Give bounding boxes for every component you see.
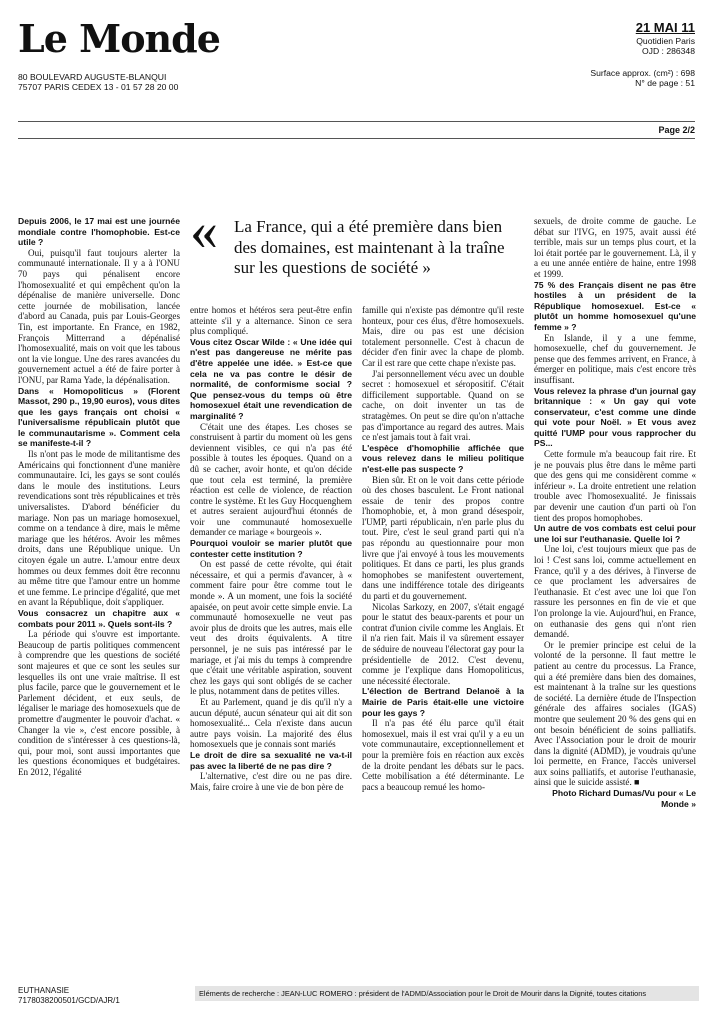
answer-paragraph: famille qui n'existe pas démontre qu'il reste honteux, pour ces élus, d'être homosexuels. Mais, dire ou pas est une décision totalement personnelle. C'est à chacun de décider d'en finir avec la chape de plomb. Car il est rare que cette chape n'existe pas. xyxy=(362,305,524,368)
masthead-logo: Le Monde xyxy=(18,16,220,61)
interview-question: Vous consacrez un chapitre aux « combats pour 2011 ». Quels sont-ils ? xyxy=(18,607,180,629)
answer-paragraph: Ils n'ont pas le mode de militantisme des Américains qui fonctionnent d'une manière communautaire. Ici, les gays se sont coulés dans le moule des institutions. Leurs revendications sont très républicaines et très universalistes. D'abord bénéficier du mariage. Non pas un mariage homosexuel, comme on a tendance à dire, mais le même mariage que les hétéros. Avoir les mêmes droits, dans une République unique. Un citoyen égale un autre. L'amour entre deux hommes ou deux femmes doit être reconnu au même titre que l'amour entre un homme et une femme. Le principe d'égalité, que met en avant la République, doit s'appliquer. xyxy=(18,449,180,608)
article-column-4 xyxy=(534,216,696,981)
interview-question: Vous relevez la phrase d'un journal gay britannique : « Un gay qui vote conservateur, c'est comme une dinde qui vote pour Noël. » Et vous avez quitté l'UMP pour vous rapprocher du PS... xyxy=(534,385,696,449)
answer-paragraph: entre homos et hétéros sera peut-être enfin atteinte s'il y a alternance. Sinon ce sera plus compliqué. xyxy=(190,305,352,337)
article-column-3 xyxy=(362,305,524,981)
page-label: Page 2/2 xyxy=(658,125,695,135)
answer-paragraph: Cette formule m'a beaucoup fait rire. Et je ne pouvais plus être dans le même parti que des gens qui me considèrent comme « inférieur ». La droite entretient une relation trouble avec l'homosexualité. Je finissais par devenir une caution d'un parti où l'on tient des propos homophobes. xyxy=(534,449,696,523)
quote-mark-icon: « xyxy=(190,200,218,262)
page-number: N° de page : 51 xyxy=(635,78,695,88)
article-column-1 xyxy=(18,216,180,981)
answer-paragraph: L'alternative, c'est dire ou ne pas dire. Mais, faire croire à une vie de bon père de xyxy=(190,771,352,792)
pull-quote-text: La France, qui a été première dans bien des domaines, est maintenant à la traîne sur les questions de société » xyxy=(234,217,505,277)
surface: Surface approx. (cm²) : 698 xyxy=(590,68,695,78)
interview-question: L'élection de Bertrand Delanoë à la Mairie de Paris était-elle une victoire pour les gays ? xyxy=(362,686,524,718)
publication-date: 21 MAI 11 xyxy=(635,20,695,35)
frequency: Quotidien Paris xyxy=(636,36,695,46)
reference-code: 7178038200501/GCD/AJR/1 xyxy=(18,995,120,1005)
clipping-meta xyxy=(590,68,695,88)
interview-question: Vous citez Oscar Wilde : « Une idée qui n'est pas dangereuse ne mérite pas d'être appelée une idée. » Est-ce que cela ne va pas contre le désir de normalité, de conformisme social ? Que pensez-vous du temps où être homosexuel était une revendication de marginalité ? xyxy=(190,336,352,421)
answer-paragraph: Or le premier principe est celui de la volonté de la personne. Il faut mettre le patient au centre du processus. La France, qui a été première dans bien des domaines, est maintenant à la traîne sur les questions de société. La dernière étude de l'Inspection générale des affaires sociales (IGAS) montre que seulement 20 % des gens qui en ont besoin bénéficient de soins palliatifs. Avec l'Association pour le droit de mourir dans la dignité (ADMD), je voudrais qu'une loi permette, en France, l'accès universel aux soins palliatifs, et autorise l'euthanasie, ainsi que le suicide assisté. ■ xyxy=(534,639,696,788)
photo-credit: Photo Richard Dumas/Vu pour « Le Monde » xyxy=(552,788,696,809)
article-column-2 xyxy=(190,305,352,981)
ojd: OJD : 286348 xyxy=(641,46,695,56)
answer-paragraph: C'était une des étapes. Les choses se construisent à partir du moment où les gens deviennent visibles, ce qui n'a pas été possible à toutes les époques. Quand on a dû se cacher, avoir honte, et qu'on décide que tout cela est terminé, la première réaction est celle de violence, de réaction contre le système. Et les Guy Hocquenghem et autres seraient aujourd'hui étonnés de voir une communauté homosexuelle demander ce mariage « bourgeois ». xyxy=(190,421,352,538)
search-elements: Eléments de recherche : JEAN-LUC ROMERO : président de l'ADMD/Association pour le Droit de Mourir dans la Dignité, toutes citations xyxy=(195,986,699,1001)
answer-paragraph: Bien sûr. Et on le voit dans cette période où des choses basculent. Le Front national essaie de tenir des propos contre l'homophobie, et, à mon grand désespoir, l'UMP, parti républicain, n'en parle plus du tout. Pire, c'est le seul grand parti qui n'a pas répondu au questionnaire pour mon livre que j'ai envoyé à tous les mouvements politiques. Et dans ce parti, les plus grands homophobes se manifestent ouvertement, dans une indifférence totale des dirigeants du parti et du gouvernement. xyxy=(362,474,524,602)
address-line: 80 BOULEVARD AUGUSTE-BLANQUI xyxy=(18,72,167,82)
pull-quote xyxy=(190,200,518,305)
answer-paragraph: J'ai personnellement vécu avec un double secret : homosexuel et séropositif. C'était difficilement supportable. Quand on se cache, on doit inventer un tas de stratagèmes. On peut se dire qu'on n'attache pas d'importance au regard des autres. Mais ce n'est jamais tout à fait vrai. xyxy=(362,368,524,443)
answer-paragraph: La période qui s'ouvre est importante. Beaucoup de partis politiques commencent à comprendre que les questions de société sont majeures et que ce sont les seules sur lesquelles ils ont une vraie maîtrise. Il est plus facile, parce que le gouvernement et le Parlement décident, et eux seuls, de légaliser le mariage des homosexuels que de promettre d'augmenter le pouvoir d'achat. « Changer la vie », c'est encore possible, à condition de s'intéresser à ces questions-là, qui, pour moi, sont aussi importantes que les questions économiques et budgétaires. En 2012, l'égalité xyxy=(18,629,180,777)
answer-paragraph: Une loi, c'est toujours mieux que pas de loi ! C'est sans loi, comme actuellement en France, qu'il y a des dérives, à l'inverse de ce que proclament les adversaires de l'euthanasie. Et c'est avec une loi que l'on rassure les personnes en fin de vie et que l'on prolonge la vie. Aujourd'hui, en France, on euthanasie des gens qui n'ont rien demandé. xyxy=(534,544,696,640)
rubric: EUTHANASIE xyxy=(18,986,70,995)
interview-question: Pourquoi vouloir se marier plutôt que contester cette institution ? xyxy=(190,538,352,559)
interview-question: 75 % des Français disent ne pas être hostiles à un président de la République homosexuel. Est-ce « plutôt un homme homosexuel qu'une femme » ? xyxy=(534,279,696,332)
footer-reference xyxy=(18,986,120,1005)
answer-paragraph: Nicolas Sarkozy, en 2007, s'était engagé pour le statut des beaux-parents et pour un contrat d'union civile comme les Anglais. Et il n'a rien fait. Mais il va sûrement essayer de séduire de nouveau l'électorat gay pour la présidentielle de 2012. C'est devenu, comme je l'explique dans Homopoliticus, une nécessité électorale. xyxy=(362,601,524,686)
answer-paragraph: On est passé de cette révolte, qui était nécessaire, et qui a permis d'avancer, à « comment faire pour être comme tout le monde ». A un moment, une fois la société apaisée, on peut avoir cette simple envie. La communauté homosexuelle ne veut pas avoir plus de droits que les autres, mais elle veut des droits équivalents. A titre personnel, je ne suis pas intéressé par le mariage, et j'ai mis du temps à comprendre que c'était une véritable aspiration, souvent chez les gays qui sont obligés de se cacher le plus, notamment dans de petites villes. xyxy=(190,559,352,697)
interview-question: Un autre de vos combats est celui pour une loi sur l'euthanasie. Quelle loi ? xyxy=(534,523,696,544)
interview-question: Dans « Homopoliticus » (Florent Massot, 290 p., 19,90 euros), vous dites que les gays français ont choisi « l'universalisme républicain plutôt que le communautarisme ». Comment cela se manifeste-t-il ? xyxy=(18,385,180,449)
answer-paragraph: sexuels, de droite comme de gauche. Le débat sur l'IVG, en 1975, avait aussi été terrible, mais sur un temps plus court, et la loi était portée par le gouvernement. Là, il y a eu une année entière de haine, entre 1998 et 1999. xyxy=(534,216,696,279)
header-divider xyxy=(18,121,695,122)
answer-paragraph: Il n'a pas été élu parce qu'il était homosexuel, mais il est vrai qu'il y a eu un vote communautaire, exceptionnellement et pour la première fois en réaction aux excès de la droite pendant les débats sur le pacs. Cette mobilisation a été déterminante. Le pacs a beaucoup remué les homo- xyxy=(362,718,524,792)
interview-question: Le droit de dire sa sexualité ne va-t-il pas avec la liberté de ne pas dire ? xyxy=(190,749,352,771)
interview-question: L'espèce d'homophilie affichée que vous relevez dans le milieu politique n'est-elle pas suspecte ? xyxy=(362,442,524,474)
interview-question: Depuis 2006, le 17 mai est une journée mondiale contre l'homophobie. Est-ce utile ? xyxy=(18,216,180,248)
answer-paragraph: En Islande, il y a une femme, homosexuelle, chef du gouvernement. Je pense que des femmes arrivent, en France, à émerger en politique, mais c'est encore très insuffisant. xyxy=(534,332,696,385)
answer-paragraph: Oui, puisqu'il faut toujours alerter la communauté internationale. Il y a à l'ONU 70 pays qui pénalisent encore l'homosexualité et qui empêchent qu'on la dépénalise de manière universelle. Donc cette journée de mobilisation, lancée d'abord au Canada, puis par Louis-Georges Tin, est importante. En France, en 1982, François Mitterrand a dépénalisé l'homosexualité, mais on voit que les tabous ont la vie longue. Une des rares avancées du gouvernement actuel a été de faire porter à l'ONU, par Rama Yade, la dépénalisation. xyxy=(18,247,180,385)
publisher-address xyxy=(18,72,178,92)
publication-info xyxy=(636,36,695,56)
address-line: 75707 PARIS CEDEX 13 - 01 57 28 20 00 xyxy=(18,82,179,92)
page-divider xyxy=(18,138,695,139)
answer-paragraph: Et au Parlement, quand je dis qu'il n'y a aucun député, aucun sénateur qui ait dit son homosexualité... Cela n'existe dans aucun autre pays voisin. La majorité des élus homosexuels que je connais sont mariés xyxy=(190,696,352,750)
